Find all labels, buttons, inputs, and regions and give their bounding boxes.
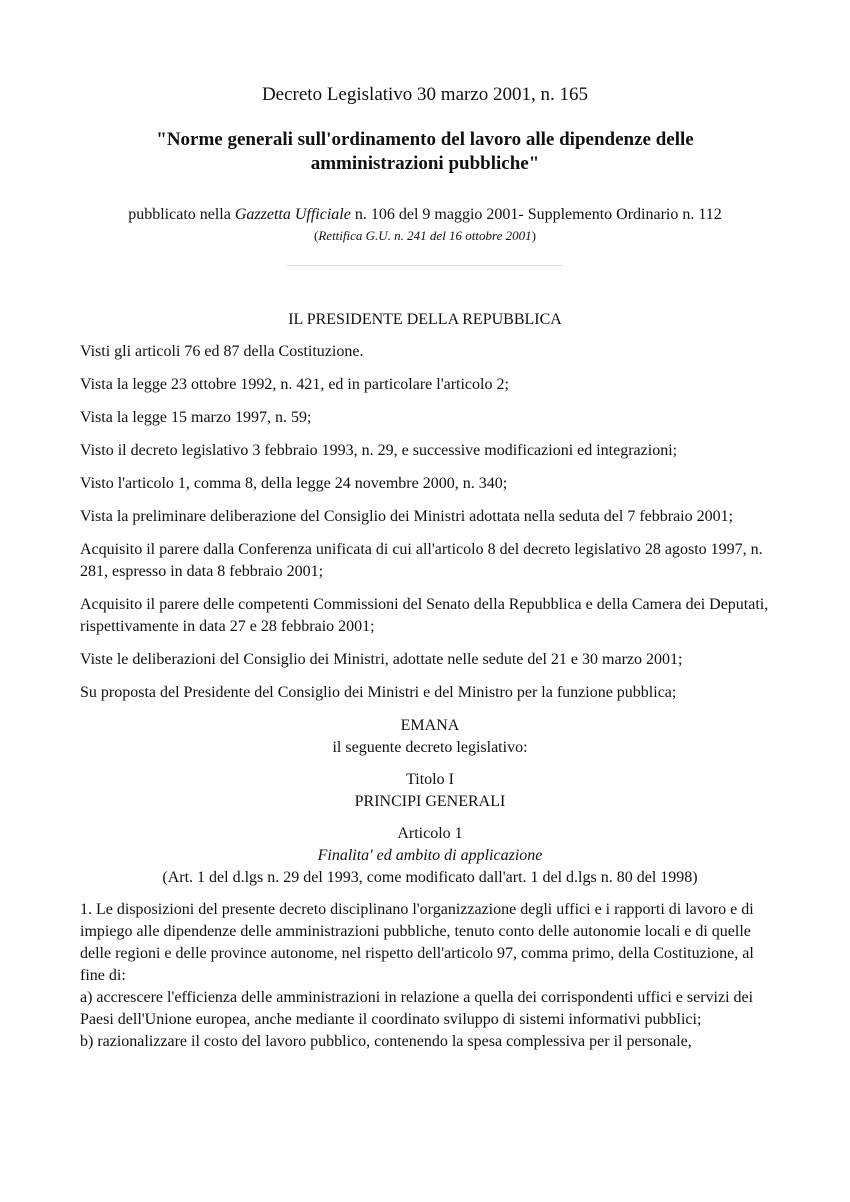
premise-item: Viste le deliberazioni del Consiglio dei Ministri, adottate nelle sedute del 21 e 30 marzo 2001;: [80, 651, 683, 668]
comma-paragraph: b) razionalizzare il costo del lavoro pubblico, contenendo la spesa complessiva per il personale,: [80, 1033, 692, 1050]
premise-item: Visto l'articolo 1, comma 8, della legge 24 novembre 2000, n. 340;: [80, 475, 508, 492]
rettifica-text: Rettifica G.U. n. 241 del 16 ottobre 2001: [318, 228, 532, 243]
premise-item: Acquisito il parere dalla Conferenza unificata di cui all'articolo 8 del decreto legislativo 28 agosto 1997, n. 281, espresso in data 8 febbraio 2001;: [80, 541, 763, 580]
articolo-reference: (Art. 1 del d.lgs n. 29 del 1993, come modificato dall'art. 1 del d.lgs n. 80 del 1998): [162, 869, 698, 886]
premise-item: Vista la legge 23 ottobre 1992, n. 421, ed in particolare l'articolo 2;: [80, 376, 509, 393]
rettifica-close: ): [531, 228, 536, 243]
premise-item: Acquisito il parere delle competenti Commissioni del Senato della Repubblica e della Camera dei Deputati, rispettivamente in data 27 e 28 febbraio 2001;: [80, 596, 769, 635]
titolo-number: Titolo I: [406, 771, 454, 788]
emana-text: il seguente decreto legislativo:: [332, 739, 528, 756]
header-divider: [287, 265, 563, 266]
premise-item: Vista la preliminare deliberazione del Consiglio dei Ministri adottata nella seduta del 7 febbraio 2001;: [80, 508, 734, 525]
emana-word: EMANA: [400, 717, 460, 734]
gazzetta-name: Gazzetta Ufficiale: [234, 206, 351, 223]
articolo-heading: [80, 823, 780, 889]
articolo-rubric: Finalita' ed ambito di applicazione: [317, 847, 543, 864]
comma-section: [80, 899, 780, 1053]
publication-prefix: pubblicato nella: [128, 206, 235, 223]
rettifica-note: [0, 227, 850, 245]
president-heading: IL PRESIDENTE DELLA REPUBBLICA: [288, 311, 562, 328]
emana-section: [80, 715, 780, 759]
articolo-number: Articolo 1: [397, 825, 463, 842]
comma-paragraph: a) accrescere l'efficienza delle amministrazioni in relazione a quella dei corrispondenti uffici e servizi dei Paesi dell'Unione europea, anche mediante il coordinato sviluppo di sistemi informativi pubblici;: [80, 989, 754, 1028]
document-title: Decreto Legislativo 30 marzo 2001, n. 165: [261, 84, 589, 105]
premise-item: Vista la legge 15 marzo 1997, n. 59;: [80, 409, 312, 426]
premise-item: Visto il decreto legislativo 3 febbraio 1993, n. 29, e successive modificazioni ed integrazioni;: [80, 442, 678, 459]
publication-line: [0, 204, 850, 226]
document-subtitle: "Norme generali sull'ordinamento del lavoro alle dipendenze delle amministrazioni pubbliche": [156, 129, 694, 174]
comma-paragraph: 1. Le disposizioni del presente decreto disciplinano l'organizzazione degli uffici e i rapporti di lavoro e di impiego alle dipendenze delle amministrazioni pubbliche, tenuto conto delle autonomie locali e di quelle delle regioni e delle province autonome, nel rispetto dell'articolo 97, comma primo, della Costituzione, al fine di:: [80, 901, 754, 984]
rettifica-open: (: [314, 228, 319, 243]
titolo-name: PRINCIPI GENERALI: [354, 793, 506, 810]
premise-item: Su proposta del Presidente del Consiglio dei Ministri e del Ministro per la funzione pubblica;: [80, 684, 677, 701]
titolo-heading: [80, 769, 780, 813]
decree-body: [80, 341, 780, 1053]
premise-item: Visti gli articoli 76 ed 87 della Costituzione.: [80, 343, 364, 360]
publication-suffix: n. 106 del 9 maggio 2001- Supplemento Ordinario n. 112: [350, 206, 722, 223]
